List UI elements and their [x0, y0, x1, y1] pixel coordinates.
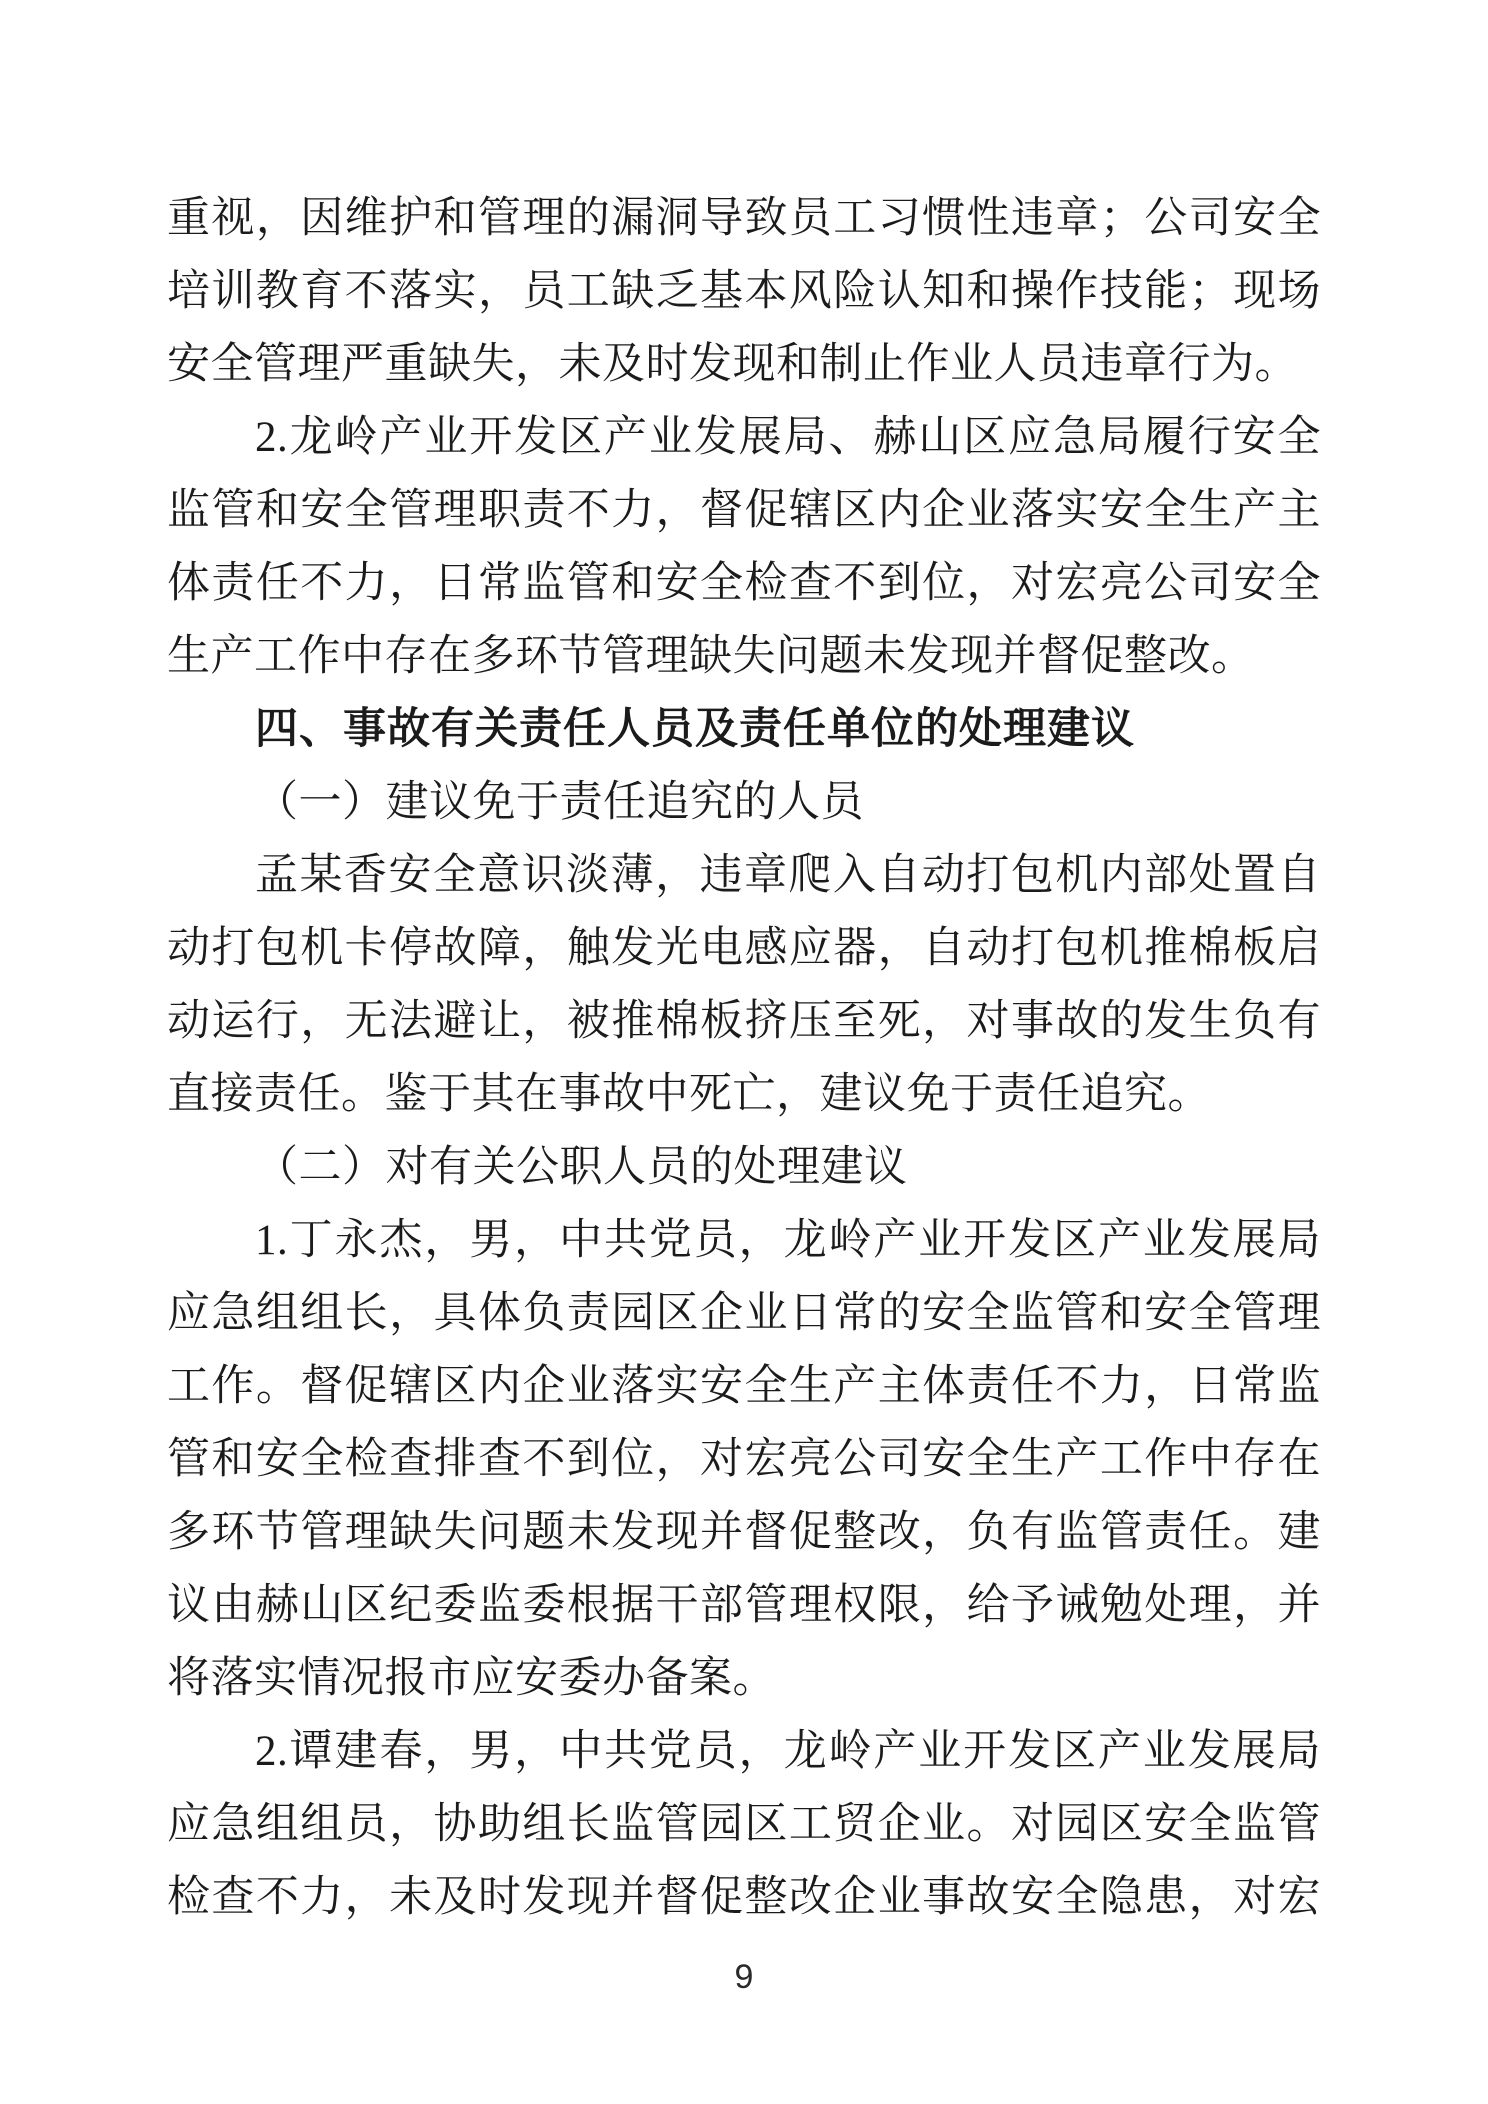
text-line: 培训教育不落实，员工缺乏基本风险认知和操作技能；现场	[167, 268, 1321, 315]
text-line: 生产工作中存在多环节管理缺失问题未发现并督促整改。	[167, 633, 1255, 680]
paragraph	[167, 182, 1321, 401]
text-line: 四、事故有关责任人员及责任单位的处理建议	[255, 705, 1135, 753]
text-line: 动打包机卡停故障，触发光电感应器，自动打包机推棉板启	[167, 925, 1321, 972]
text-line: 孟某香安全意识淡薄，违章爬入自动打包机内部处置自	[255, 852, 1321, 899]
text-line: （二）对有关公职人员的处理建议	[255, 1144, 908, 1191]
text-line: 2.谭建春，男，中共党员，龙岭产业开发区产业发展局	[255, 1728, 1321, 1775]
text-line: 安全管理严重缺失，未及时发现和制止作业人员违章行为。	[167, 341, 1298, 388]
text-line: 多环节管理缺失问题未发现并督促整改，负有监管责任。建	[167, 1509, 1321, 1556]
paragraph	[167, 693, 1321, 766]
paragraph	[167, 1131, 1321, 1204]
text-line: 应急组组长，具体负责园区企业日常的安全监管和安全管理	[167, 1290, 1321, 1337]
text-line: 管和安全检查排查不到位，对宏亮公司安全生产工作中存在	[167, 1436, 1321, 1483]
text-line: （一）建议免于责任追究的人员	[255, 779, 864, 826]
page-number: 9	[734, 1958, 754, 1996]
text-line: 工作。督促辖区内企业落实安全生产主体责任不力，日常监	[167, 1363, 1321, 1410]
paragraph	[167, 839, 1321, 1131]
text-line: 检查不力，未及时发现并督促整改企业事故安全隐患，对宏	[167, 1874, 1321, 1921]
text-line: 2.龙岭产业开发区产业发展局、赫山区应急局履行安全	[255, 414, 1321, 461]
text-line: 监管和安全管理职责不力，督促辖区内企业落实安全生产主	[167, 487, 1321, 534]
text-line: 1.丁永杰，男，中共党员，龙岭产业开发区产业发展局	[255, 1217, 1321, 1264]
paragraph	[167, 401, 1321, 693]
document-body	[167, 182, 1321, 1934]
text-line: 将落实情况报市应安委办备案。	[167, 1655, 776, 1702]
paragraph	[167, 1204, 1321, 1715]
text-line: 直接责任。鉴于其在事故中死亡，建议免于责任追究。	[167, 1071, 1211, 1118]
paragraph	[167, 766, 1321, 839]
text-line: 重视，因维护和管理的漏洞导致员工习惯性违章；公司安全	[167, 195, 1321, 242]
text-line: 应急组组员，协助组长监管园区工贸企业。对园区安全监管	[167, 1801, 1321, 1848]
text-line: 议由赫山区纪委监委根据干部管理权限，给予诫勉处理，并	[167, 1582, 1321, 1629]
paragraph	[167, 1715, 1321, 1934]
text-line: 体责任不力，日常监管和安全检查不到位，对宏亮公司安全	[167, 560, 1321, 607]
text-line: 动运行，无法避让，被推棉板挤压至死，对事故的发生负有	[167, 998, 1321, 1045]
